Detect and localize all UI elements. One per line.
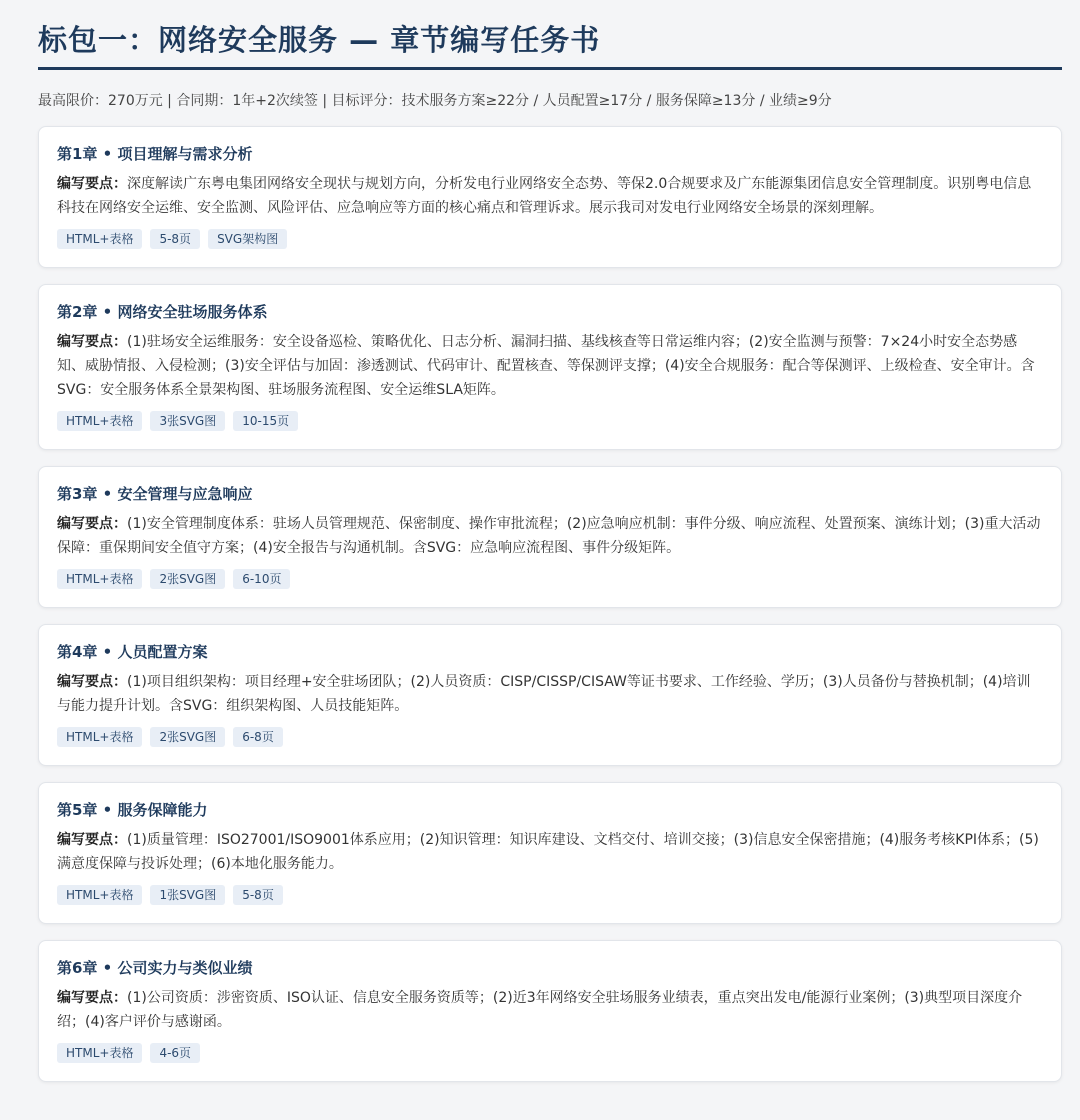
tag-badge: 10-15页 bbox=[233, 411, 298, 431]
chapter-card bbox=[38, 624, 1062, 766]
chapter-title: 第3章 • 安全管理与应急响应 bbox=[57, 485, 253, 503]
points-label: 编写要点： bbox=[57, 990, 127, 1006]
points-text: (1)项目组织架构：项目经理+安全驻场团队；(2)人员资质：CISP/CISSP/CISAW等证书要求、工作经验、学历；(3)人员备份与替换机制；(4)培训与能力提升计划。含SVG：组织架构图、人员技能矩阵。 bbox=[57, 674, 1031, 714]
tag-badge: HTML+表格 bbox=[57, 1043, 142, 1063]
chapter-card bbox=[38, 940, 1062, 1082]
points-label: 编写要点： bbox=[57, 674, 127, 690]
chapter-tags bbox=[57, 569, 1043, 589]
tag-badge: 2张SVG图 bbox=[150, 727, 225, 747]
tag-badge: 1张SVG图 bbox=[150, 885, 225, 905]
chapter-points bbox=[57, 512, 1043, 560]
points-text: (1)驻场安全运维服务：安全设备巡检、策略优化、日志分析、漏洞扫描、基线核查等日常运维内容；(2)安全监测与预警：7×24小时安全态势感知、威胁情报、入侵检测；(3)安全评估与加固：渗透测试、代码审计、配置核查、等保测评支撑；(4)安全合规服务：配合等保测评、上级检查、安全审计。含SVG：安全服务体系全景架构图、驻场服务流程图、安全运维SLA矩阵。 bbox=[57, 334, 1035, 398]
tag-badge: 5-8页 bbox=[233, 885, 283, 905]
tag-badge: HTML+表格 bbox=[57, 569, 142, 589]
chapter-card bbox=[38, 466, 1062, 608]
points-label: 编写要点： bbox=[57, 176, 127, 192]
project-meta: 最高限价：270万元 | 合同期：1年+2次续签 | 目标评分：技术服务方案≥22分 / 人员配置≥17分 / 服务保障≥13分 / 业绩≥9分 bbox=[38, 93, 832, 109]
chapter-tags bbox=[57, 411, 1043, 431]
chapter-list bbox=[38, 126, 1062, 1082]
tag-badge: 3张SVG图 bbox=[150, 411, 225, 431]
tag-badge: 4-6页 bbox=[150, 1043, 200, 1063]
chapter-title: 第2章 • 网络安全驻场服务体系 bbox=[57, 303, 268, 321]
chapter-card bbox=[38, 284, 1062, 450]
chapter-title: 第5章 • 服务保障能力 bbox=[57, 801, 208, 819]
tag-badge: 6-8页 bbox=[233, 727, 283, 747]
chapter-points bbox=[57, 828, 1043, 876]
tag-badge: 2张SVG图 bbox=[150, 569, 225, 589]
points-text: (1)质量管理：ISO27001/ISO9001体系应用；(2)知识管理：知识库建设、文档交付、培训交接；(3)信息安全保密措施；(4)服务考核KPI体系；(5)满意度保障与投诉处理；(6)本地化服务能力。 bbox=[57, 832, 1039, 872]
chapter-card bbox=[38, 782, 1062, 924]
tag-badge: HTML+表格 bbox=[57, 411, 142, 431]
points-text: (1)安全管理制度体系：驻场人员管理规范、保密制度、操作审批流程；(2)应急响应机制：事件分级、响应流程、处置预案、演练计划；(3)重大活动保障：重保期间安全值守方案；(4)安全报告与沟通机制。含SVG：应急响应流程图、事件分级矩阵。 bbox=[57, 516, 1041, 556]
points-label: 编写要点： bbox=[57, 334, 127, 350]
points-text: 深度解读广东粤电集团网络安全现状与规划方向，分析发电行业网络安全态势、等保2.0合规要求及广东能源集团信息安全管理制度。识别粤电信息科技在网络安全运维、安全监测、风险评估、应急响应等方面的核心痛点和管理诉求。展示我司对发电行业网络安全场景的深刻理解。 bbox=[57, 176, 1032, 216]
chapter-points bbox=[57, 330, 1043, 402]
points-label: 编写要点： bbox=[57, 516, 127, 532]
chapter-tags bbox=[57, 885, 1043, 905]
tag-badge: HTML+表格 bbox=[57, 885, 142, 905]
chapter-points bbox=[57, 172, 1043, 220]
tag-badge: SVG架构图 bbox=[208, 229, 287, 249]
tag-badge: HTML+表格 bbox=[57, 727, 142, 747]
chapter-title: 第4章 • 人员配置方案 bbox=[57, 643, 208, 661]
chapter-title: 第1章 • 项目理解与需求分析 bbox=[57, 145, 253, 163]
points-text: (1)公司资质：涉密资质、ISO认证、信息安全服务资质等；(2)近3年网络安全驻场服务业绩表，重点突出发电/能源行业案例；(3)典型项目深度介绍；(4)客户评价与感谢函。 bbox=[57, 990, 1023, 1030]
tag-badge: 5-8页 bbox=[150, 229, 200, 249]
chapter-tags bbox=[57, 1043, 1043, 1063]
points-label: 编写要点： bbox=[57, 832, 127, 848]
chapter-title: 第6章 • 公司实力与类似业绩 bbox=[57, 959, 253, 977]
tag-badge: 6-10页 bbox=[233, 569, 290, 589]
chapter-card bbox=[38, 126, 1062, 268]
page-title: 标包一：网络安全服务 — 章节编写任务书 bbox=[38, 23, 601, 57]
chapter-tags bbox=[57, 229, 1043, 249]
chapter-tags bbox=[57, 727, 1043, 747]
tag-badge: HTML+表格 bbox=[57, 229, 142, 249]
chapter-points bbox=[57, 670, 1043, 718]
title-divider bbox=[38, 67, 1062, 70]
chapter-points bbox=[57, 986, 1043, 1034]
